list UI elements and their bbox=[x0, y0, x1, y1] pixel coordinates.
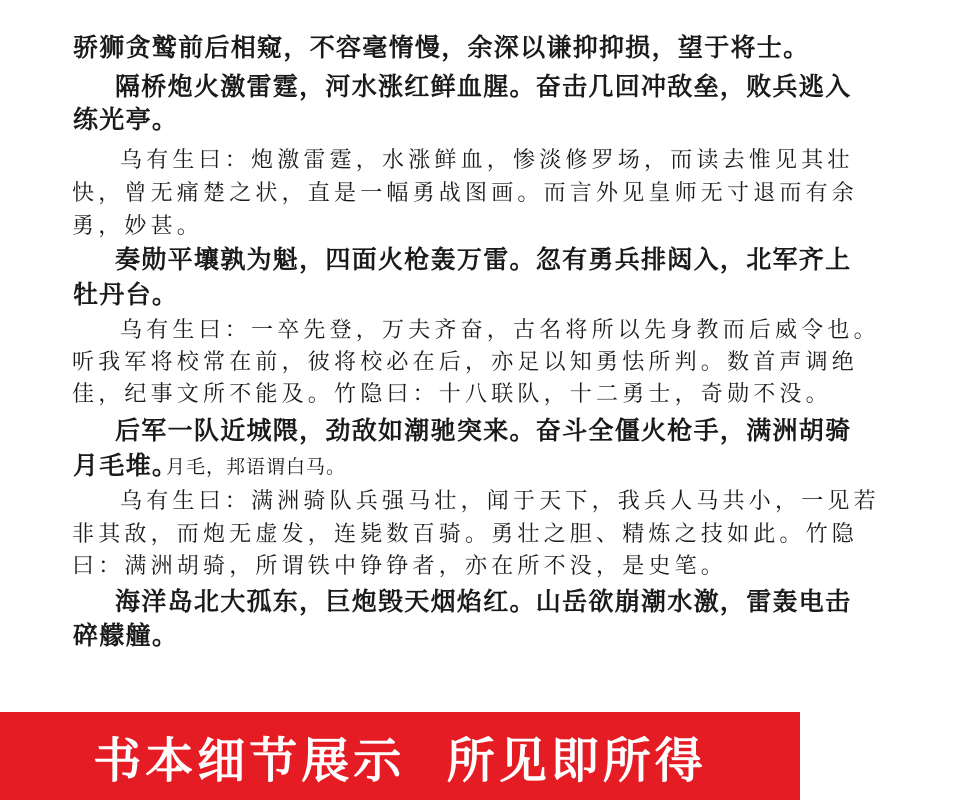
commentary-line: 佳，纪事文所不能及。竹隐曰：十八联队，十二勇士，奇勋不没。 bbox=[72, 382, 832, 407]
commentary-line: 曰：满洲胡骑，所谓铁中铮铮者，亦在所不没，是史笔。 bbox=[72, 554, 728, 579]
poem-line: 练光亭。 bbox=[73, 105, 179, 134]
commentary-line: 勇，妙甚。 bbox=[72, 214, 204, 239]
commentary-line: 乌有生曰：一卒先登，万夫齐奋，古名将所以先身教而后威令也。 bbox=[120, 318, 880, 343]
commentary-line: 乌有生曰：炮激雷霆，水涨鲜血，惨淡修罗场，而读去惟见其壮 bbox=[120, 148, 854, 173]
commentary-line: 听我军将校常在前，彼将校必在后，亦足以知勇怯所判。数首声调绝 bbox=[72, 350, 859, 375]
banner-text: 书本细节展示 所见即所得 bbox=[93, 732, 707, 789]
poem-line: 牡丹台。 bbox=[73, 280, 179, 309]
poem-line: 隔桥炮火激雷霆，河水涨红鲜血腥。奋击几回冲敌垒，败兵逃入 bbox=[115, 72, 852, 101]
poem-line: 月毛堆。 bbox=[73, 451, 179, 480]
poem-line: 碎艨艟。 bbox=[73, 621, 179, 650]
promo-banner bbox=[0, 712, 800, 800]
poem-line: 奏勋平壤孰为魁，四面火枪轰万雷。忽有勇兵排闼入，北军齐上 bbox=[115, 245, 852, 274]
poem-annotation: 月毛，邦语谓白马。 bbox=[166, 456, 347, 478]
commentary-line: 乌有生曰：满洲骑队兵强马壮，闻于天下，我兵人马共小，一见若 bbox=[120, 489, 880, 514]
commentary-line: 快，曾无痛楚之状，直是一幅勇战图画。而言外见皇师无寸退而有余 bbox=[72, 181, 859, 206]
poem-line: 后军一队近城隈，劲敌如潮驰突来。奋斗全僵火枪手，满洲胡骑 bbox=[115, 416, 852, 445]
poem-line: 海洋岛北大孤东，巨炮毁天烟焰红。山岳欲崩潮水激，雷轰电击 bbox=[115, 587, 852, 616]
poem-line: 骄狮贪鹫前后相窥，不容毫惰慢，余深以谦抑抑损，望于将士。 bbox=[73, 33, 810, 62]
commentary-line: 非其敌，而炮无虚发，连毙数百骑。勇壮之胆、精炼之技如此。竹隐 bbox=[72, 522, 859, 547]
